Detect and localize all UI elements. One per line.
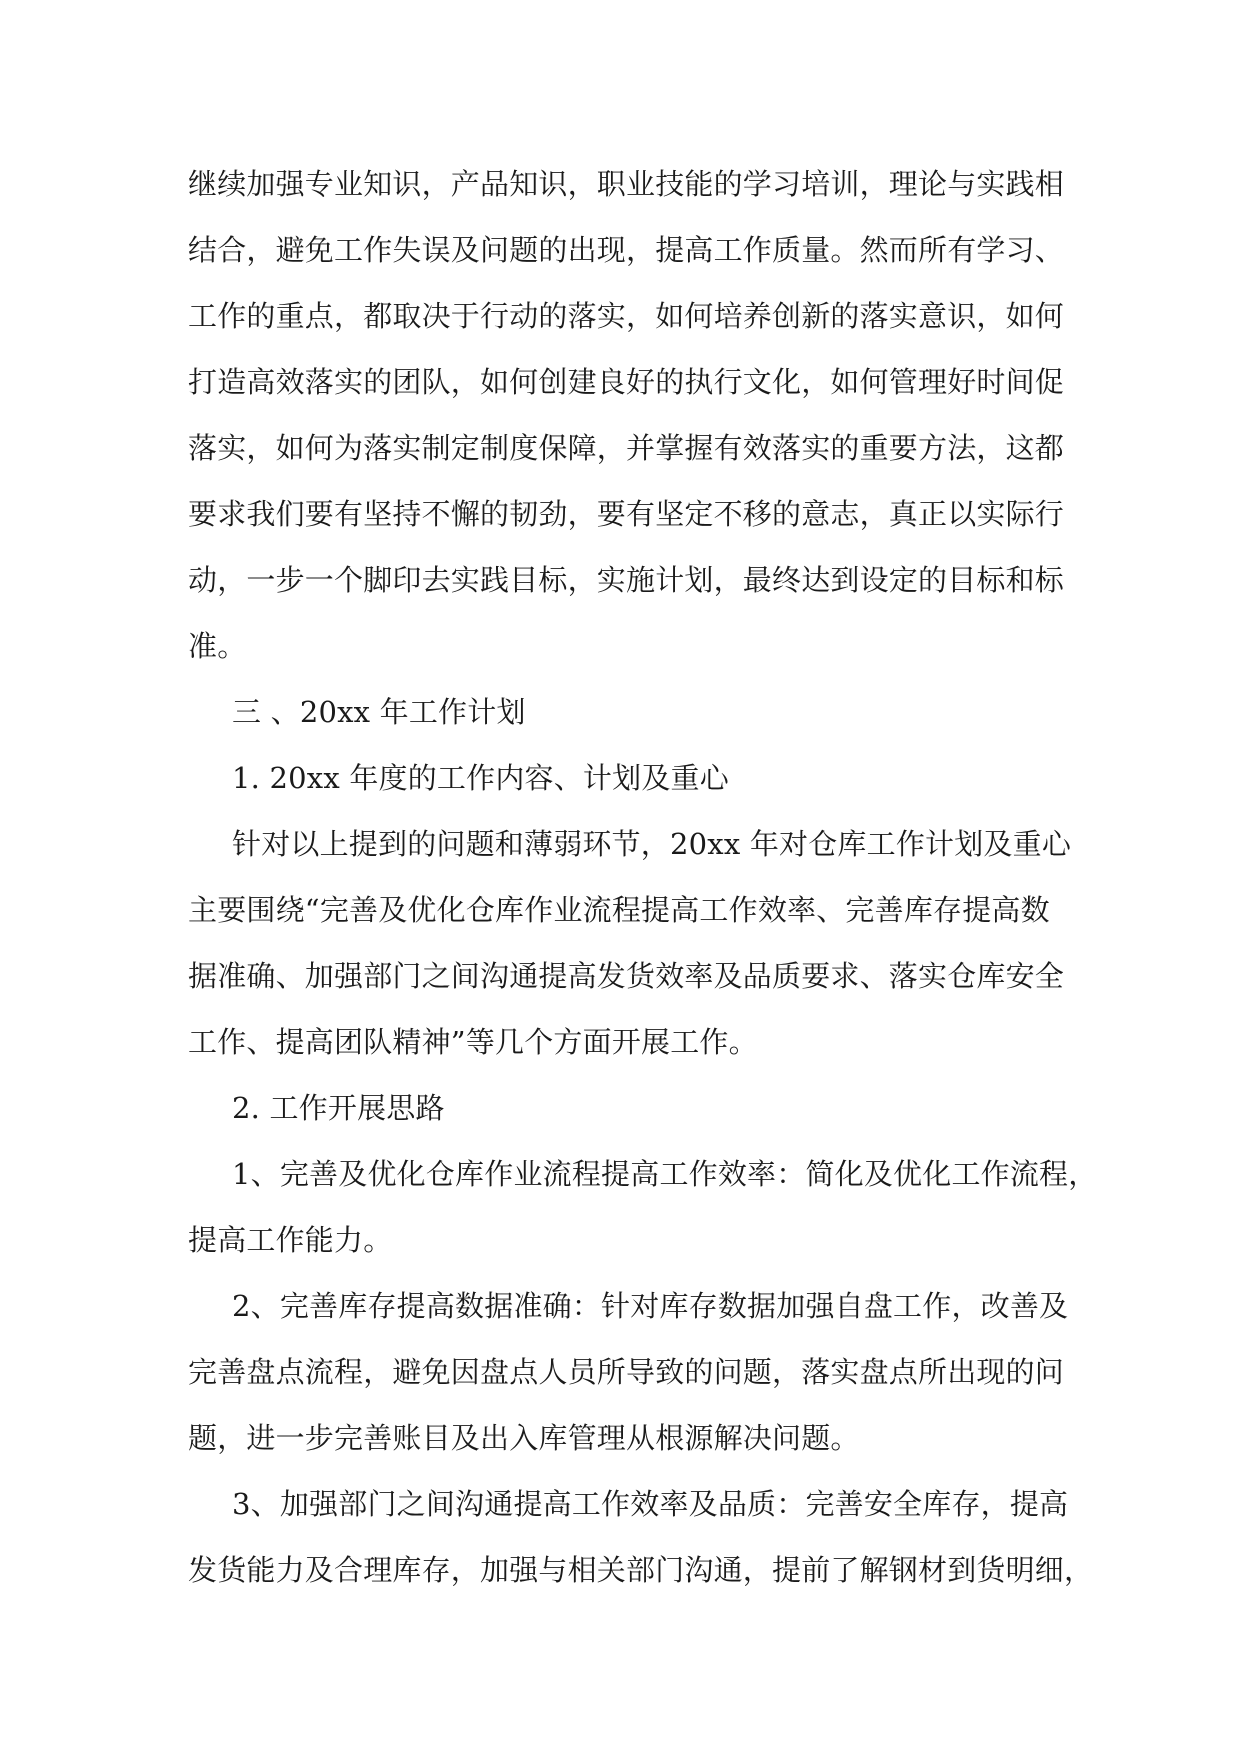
paragraph-line: 动，一步一个脚印去实践目标，实施计划，最终达到设定的目标和标 xyxy=(188,563,1065,597)
subsection-heading: 2. 工作开展思路 xyxy=(232,1091,445,1125)
paragraph-line: 针对以上提到的问题和薄弱环节，20xx 年对仓库工作计划及重心 xyxy=(232,827,1072,861)
paragraph-line: 完善盘点流程，避免因盘点人员所导致的问题，落实盘点所出现的问 xyxy=(188,1355,1065,1389)
paragraph-line: 3、加强部门之间沟通提高工作效率及品质：完善安全库存，提高 xyxy=(232,1487,1069,1521)
paragraph-line: 结合，避免工作失误及问题的出现，提高工作质量。然而所有学习、 xyxy=(188,233,1065,267)
section-heading: 三 、20xx 年工作计划 xyxy=(232,695,526,729)
paragraph-line: 落实，如何为落实制定制度保障，并掌握有效落实的重要方法，这都 xyxy=(188,431,1065,465)
paragraph-line: 准。 xyxy=(188,629,247,663)
paragraph-line: 题，进一步完善账目及出入库管理从根源解决问题。 xyxy=(188,1421,860,1455)
paragraph-line: 2、完善库存提高数据准确：针对库存数据加强自盘工作，改善及 xyxy=(232,1289,1069,1323)
subsection-heading: 1. 20xx 年度的工作内容、计划及重心 xyxy=(232,761,729,795)
paragraph-line: 工作的重点，都取决于行动的落实，如何培养创新的落实意识，如何 xyxy=(188,299,1065,333)
paragraph-line: 打造高效落实的团队，如何创建良好的执行文化，如何管理好时间促 xyxy=(188,365,1065,399)
paragraph-line: 据准确、加强部门之间沟通提高发货效率及品质要求、落实仓库安全 xyxy=(188,959,1065,993)
paragraph-line: 1、完善及优化仓库作业流程提高工作效率：简化及优化工作流程， xyxy=(232,1157,1098,1191)
paragraph-line: 提高工作能力。 xyxy=(188,1223,393,1257)
paragraph-line: 发货能力及合理库存，加强与相关部门沟通，提前了解钢材到货明细， xyxy=(188,1553,1094,1587)
paragraph-line: 工作、提高团队精神”等几个方面开展工作。 xyxy=(188,1025,758,1059)
paragraph-line: 主要围绕“完善及优化仓库作业流程提高工作效率、完善库存提高数 xyxy=(188,893,1050,927)
paragraph-line: 要求我们要有坚持不懈的韧劲，要有坚定不移的意志，真正以实际行 xyxy=(188,497,1065,531)
paragraph-line: 继续加强专业知识，产品知识，职业技能的学习培训，理论与实践相 xyxy=(188,167,1065,201)
